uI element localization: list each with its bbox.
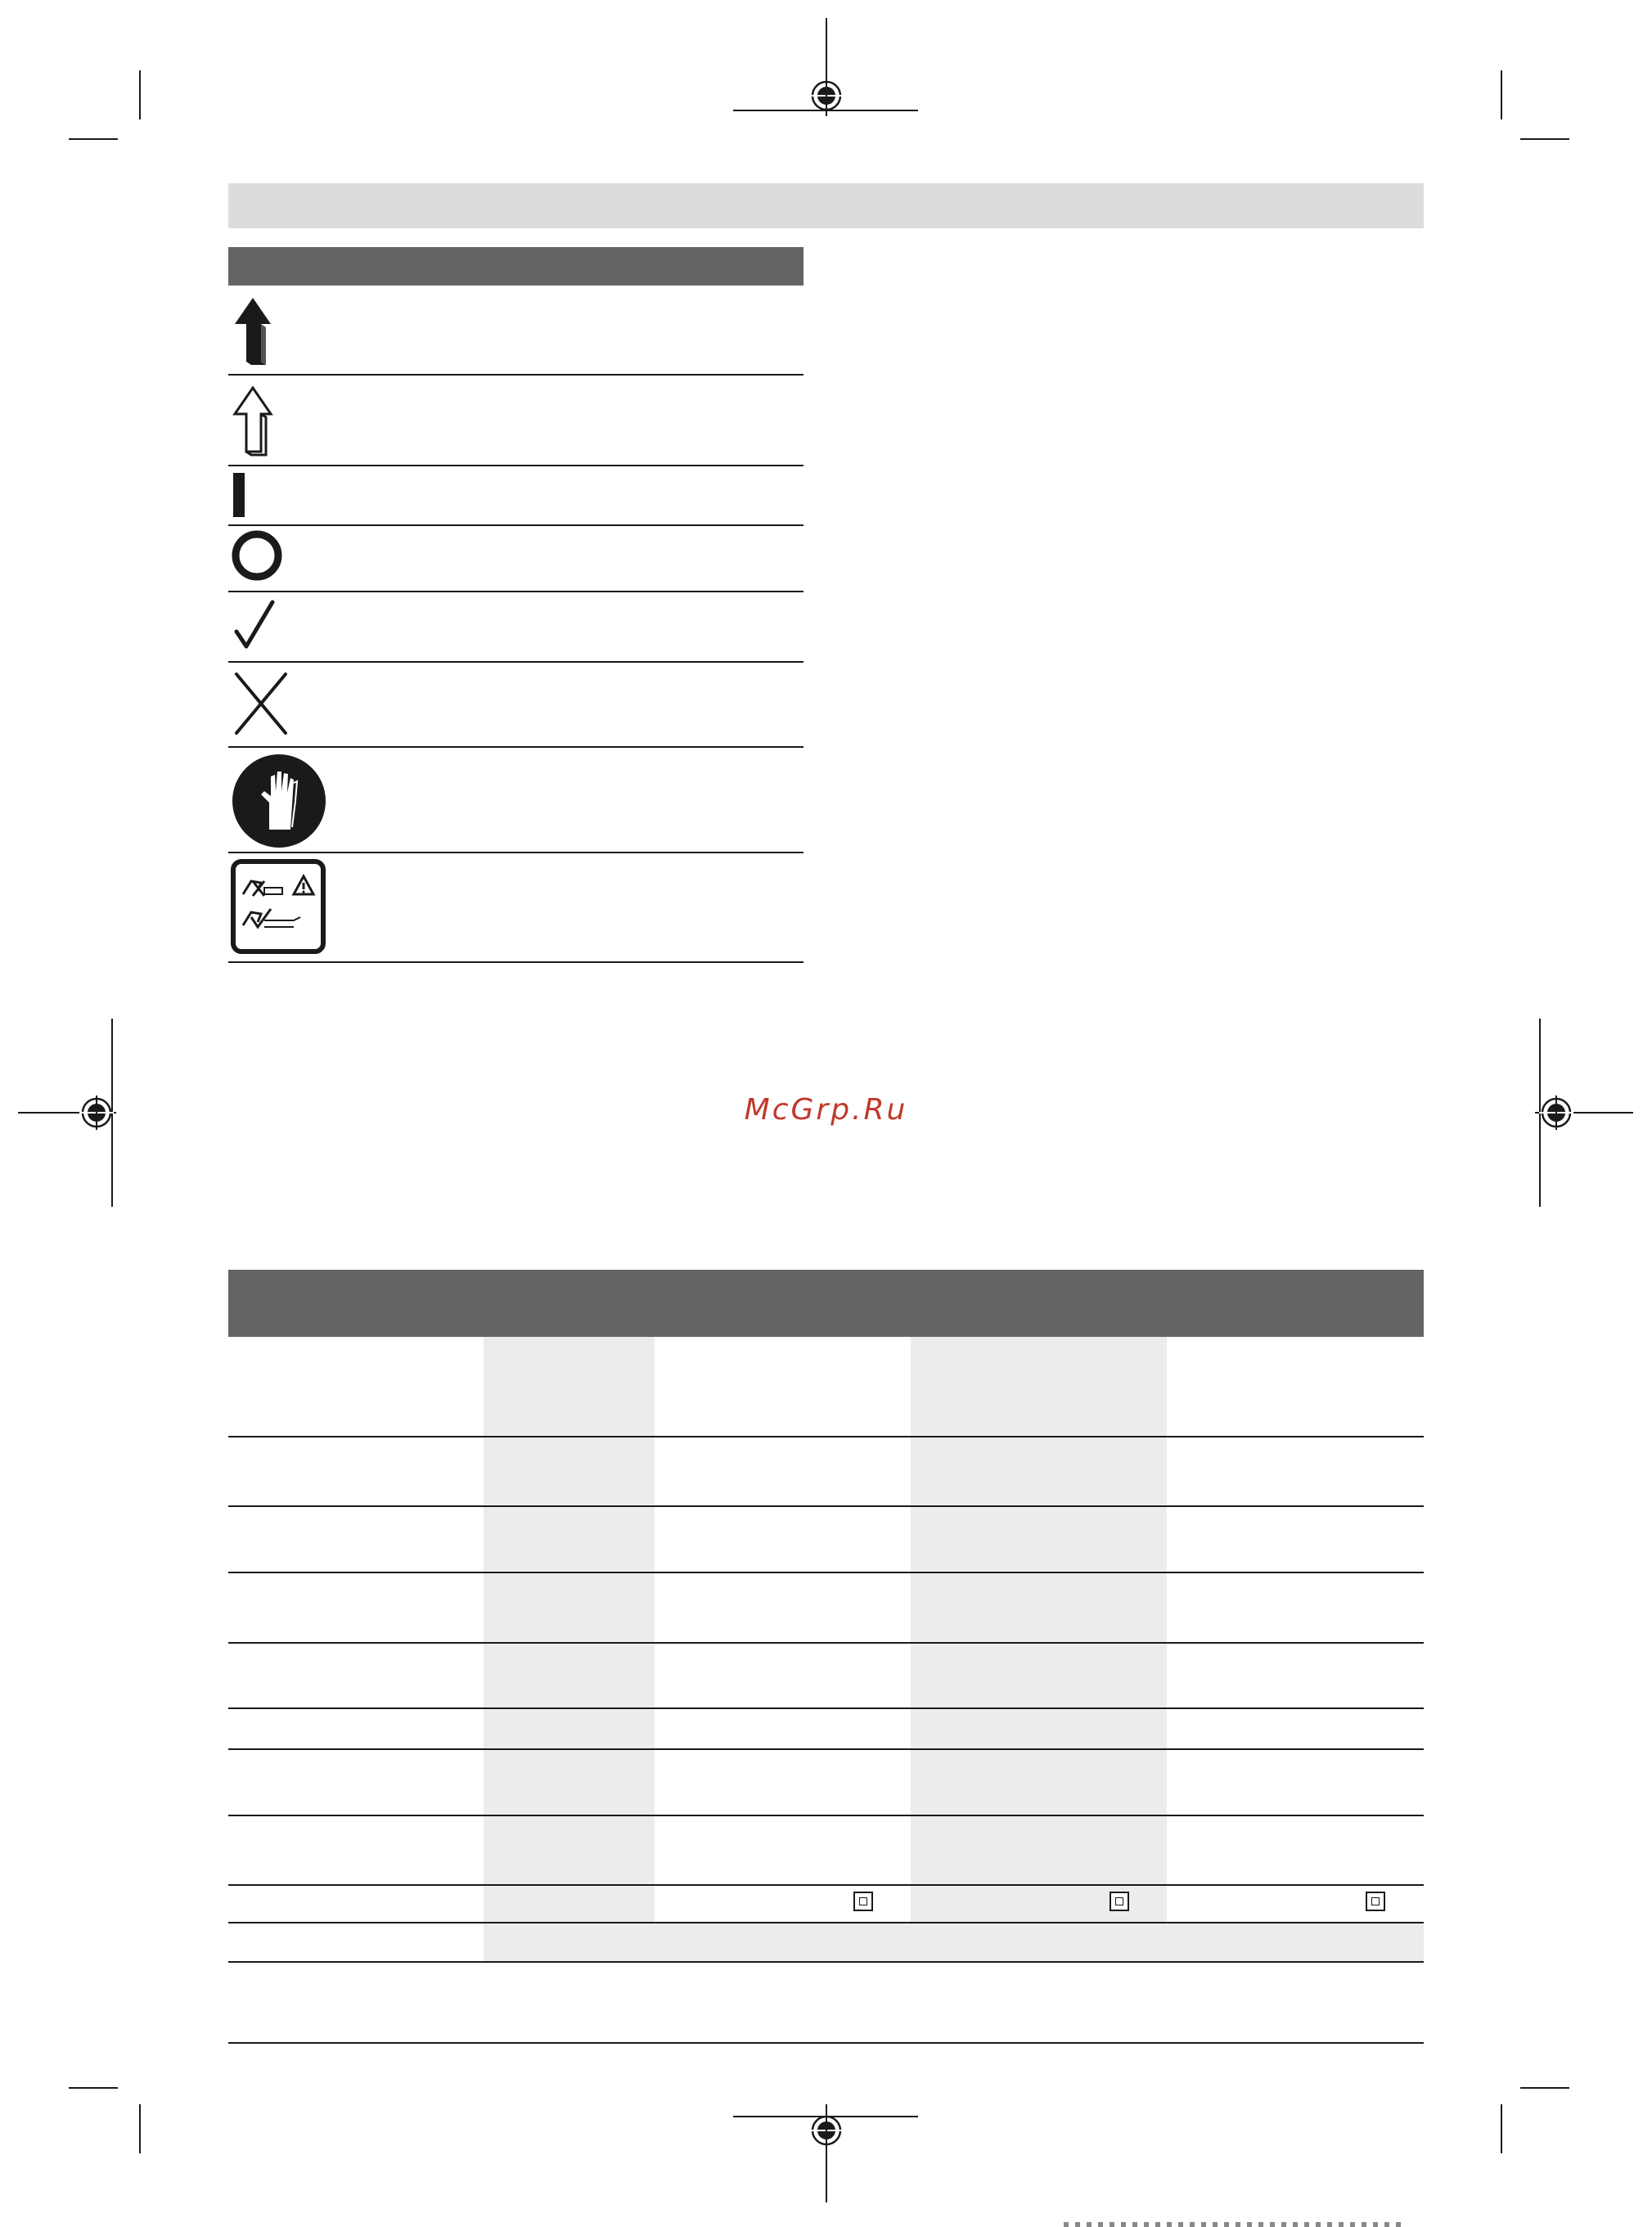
- symbols-row-divider: [228, 374, 803, 376]
- checkmark-icon: [228, 597, 286, 655]
- crop-line-top-left-h: [69, 138, 118, 140]
- registration-mark-top-icon: [809, 79, 844, 113]
- arrow-up-filled-icon: [228, 295, 286, 367]
- specs-row-divider: [228, 1815, 1424, 1816]
- specs-row-divider: [228, 1642, 1424, 1644]
- protection-class-ii-icon: [853, 1892, 873, 1911]
- specs-row-divider: [228, 1505, 1424, 1507]
- specs-column-shade-3: [911, 1337, 1167, 1922]
- page-header-band: [228, 183, 1424, 228]
- crop-line-bottom-left-h: [69, 2087, 118, 2089]
- cross-icon: [228, 669, 294, 738]
- specs-row-divider: [228, 1884, 1424, 1886]
- specs-column-shade-1: [484, 1337, 655, 1922]
- print-info-strip: [1064, 2222, 1407, 2227]
- symbols-row-divider: [228, 852, 803, 853]
- specs-row-divider: [228, 1748, 1424, 1750]
- crop-line-top-right-v: [1501, 70, 1502, 119]
- arrow-up-outline-icon: [228, 385, 286, 457]
- symbols-row-divider: [228, 661, 803, 663]
- wear-gloves-icon: [228, 752, 328, 850]
- specs-merged-row-shade: [484, 1923, 1424, 1961]
- crop-line-bottom-right-h: [1520, 2087, 1569, 2089]
- specs-row-divider: [228, 1922, 1424, 1923]
- symbols-row-divider: [228, 746, 803, 748]
- crop-line-top-right-h: [1520, 138, 1569, 140]
- crop-line-bottom-left-v: [139, 2104, 141, 2153]
- specs-row-divider: [228, 1707, 1424, 1709]
- correct-grip-warning-icon: [228, 858, 328, 955]
- specs-row-divider: [228, 1436, 1424, 1437]
- symbols-row-divider: [228, 524, 803, 526]
- protection-class-ii-icon: [1110, 1892, 1129, 1911]
- registration-mark-bottom-icon: [809, 2113, 844, 2148]
- specs-table-bottom-rule: [228, 2042, 1424, 2044]
- off-circle-icon: [228, 529, 286, 583]
- specs-row-divider: [228, 1572, 1424, 1573]
- specs-row-divider: [228, 1961, 1424, 1963]
- crop-line-top-left-v: [139, 70, 141, 119]
- protection-class-ii-icon: [1366, 1892, 1385, 1911]
- on-bar-icon: [228, 471, 286, 519]
- symbols-row-divider: [228, 465, 803, 466]
- symbols-table-header: [228, 247, 803, 286]
- crop-line-bottom-right-v: [1501, 2104, 1502, 2153]
- watermark-text: McGrp.Ru: [744, 1093, 908, 1127]
- symbols-row-divider: [228, 961, 803, 963]
- specs-table-header: [228, 1270, 1424, 1337]
- symbols-row-divider: [228, 591, 803, 592]
